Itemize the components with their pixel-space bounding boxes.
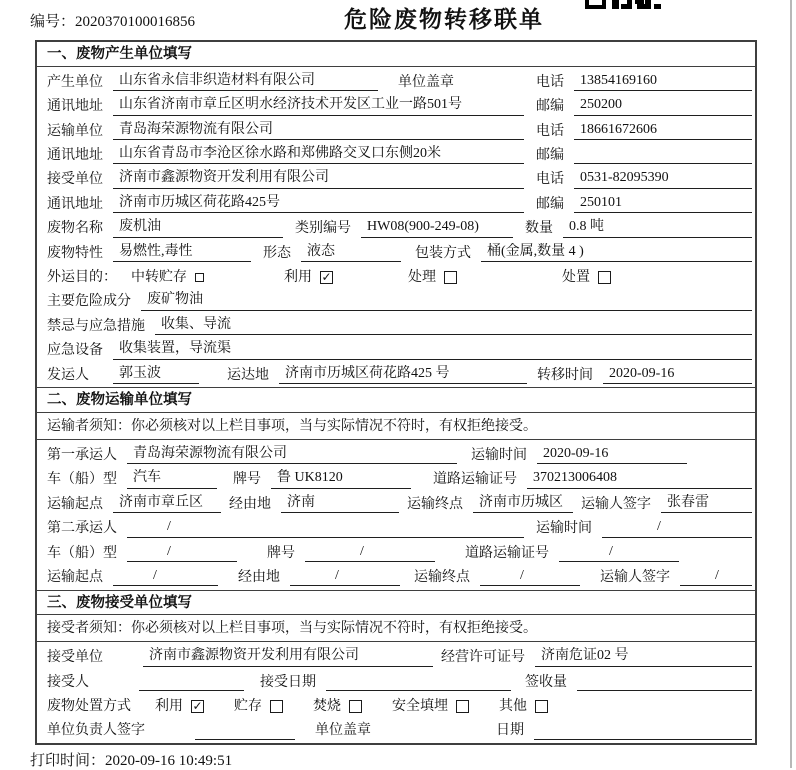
disposal-other-checkbox: [499, 698, 548, 716]
utilize-checkbox: [284, 269, 333, 287]
receiver-unit-label: 接受单位: [47, 172, 103, 188]
transport-date-label-1: 运输时间: [471, 447, 527, 463]
transit-storage-checkbox-label: 中转贮存: [131, 270, 187, 285]
transporter-phone-value: 18661672606: [574, 121, 752, 141]
producer-unit-value: 山东省永信非织造材料有限公司: [113, 72, 378, 92]
utilize-checkbox-box: ✓: [321, 270, 332, 285]
vehicle-row-1: [47, 466, 752, 490]
producer-address-row: [47, 93, 752, 117]
disposal-method-label: 废物处置方式: [47, 699, 131, 715]
hazard-component-row: [47, 289, 752, 313]
producer-unit-label: 产生单位: [47, 74, 103, 90]
emergency-measures-row: [47, 313, 752, 337]
disposal-utilize-checkbox-label: 利用: [155, 699, 183, 715]
destination-label: 运达地: [227, 367, 269, 383]
route-end-value-2: /: [480, 567, 580, 587]
transit-storage-checkbox: [131, 269, 204, 287]
route-via-value-2: /: [290, 567, 400, 587]
route-start-value-2: /: [113, 567, 218, 587]
producer-postcode-label: 邮编: [536, 99, 564, 115]
quantity-value: 0.8 吨: [563, 218, 752, 238]
transfer-purpose-row: [47, 264, 752, 288]
second-carrier-row: [47, 515, 752, 539]
first-carrier-label: 第一承运人: [47, 447, 117, 463]
section-title-2: 二、废物运输单位填写: [37, 387, 755, 413]
plate-label-2: 牌号: [267, 545, 295, 561]
road-permit-label-1: 道路运输证号: [433, 472, 517, 488]
receiver-phone-value: 0531-82095390: [574, 169, 752, 189]
vehicle-type-value-2: /: [127, 543, 237, 563]
first-carrier-value: 青岛海荣源物流有限公司: [127, 445, 457, 465]
waste-name-value: 废机油: [113, 218, 283, 238]
route-end-label-1: 运输终点: [407, 496, 463, 512]
print-time-label: 打印时间：: [30, 753, 106, 769]
transporter-postcode-label: 邮编: [536, 147, 564, 163]
page-edge-line: [790, 0, 792, 768]
disposal-landfill-checkbox: [392, 698, 469, 716]
carrier-sign-value-1: 张春雷: [661, 494, 752, 514]
producer-postcode-value: 250200: [574, 96, 752, 116]
route-row-1: [47, 491, 752, 515]
responsible-sign-label: 单位负责人签字: [47, 723, 145, 739]
unit-seal-label-2: 单位盖章: [315, 723, 371, 739]
license-value: 济南危证02 号: [535, 647, 752, 667]
emergency-equipment-value: 收集装置，导流渠: [113, 340, 752, 360]
transporter-address-row: [47, 142, 752, 166]
road-permit-value-2: /: [559, 543, 679, 563]
transit-storage-checkbox-box: [195, 273, 204, 282]
transporter-postcode-value: [574, 148, 752, 164]
dispose-checkbox-box: [598, 271, 611, 284]
receiver-unit-row: [47, 166, 752, 190]
vehicle-type-label-1: 车（船）型: [47, 472, 117, 488]
category-code-value: HW08(900-249-08): [361, 218, 513, 238]
received-amount-label: 签收量: [525, 674, 567, 690]
route-via-label-2: 经由地: [238, 569, 280, 585]
dispatch-row: [47, 362, 752, 386]
section-rows-1: [37, 67, 755, 387]
hazard-component-label: 主要危险成分: [47, 294, 131, 310]
disposal-incinerate-checkbox-label: 焚烧: [313, 699, 341, 715]
form-state-label: 形态: [263, 245, 291, 261]
qr-code-fragment: [585, 0, 665, 9]
received-amount-value: [577, 675, 752, 691]
vehicle-row-2: [47, 540, 752, 564]
disposal-incinerate-checkbox-box: [349, 700, 362, 713]
license-label: 经营许可证号: [441, 650, 525, 666]
emergency-measures-label: 禁忌与应急措施: [47, 318, 145, 334]
disposal-storage-checkbox: [234, 698, 283, 716]
producer-address-value: 山东省济南市章丘区明水经济技术开发区工业一路501号: [113, 96, 524, 116]
transport-date-label-2: 运输时间: [536, 521, 592, 537]
waste-name-row: [47, 215, 752, 239]
transport-date-value-1: 2020-09-16: [537, 445, 687, 465]
carrier-sign-label-1: 运输人签字: [581, 496, 651, 512]
receiver-address-label: 通讯地址: [47, 196, 103, 212]
sign-date-label: 日期: [496, 723, 524, 739]
treat-checkbox: [408, 269, 457, 287]
receiver-address-value: 济南市历城区荷花路425号: [113, 194, 524, 214]
first-carrier-row: [47, 442, 752, 466]
disposal-landfill-checkbox-label: 安全填埋: [392, 699, 448, 715]
road-permit-value-1: 370213006408: [527, 469, 752, 489]
transfer-date-label: 转移时间: [537, 367, 593, 383]
transporter-unit-label: 运输单位: [47, 123, 103, 139]
receive-unit-label: 接受单位: [47, 650, 103, 666]
dispatcher-value: 郭玉波: [113, 365, 199, 385]
disposal-landfill-checkbox-box: [456, 700, 469, 713]
producer-phone-label: 电话: [536, 74, 564, 90]
hazard-component-value: 废矿物油: [141, 291, 752, 311]
section-title-3: 三、废物接受单位填写: [37, 590, 755, 616]
route-via-label-1: 经由地: [229, 496, 271, 512]
signature-row: [47, 718, 752, 742]
receive-unit-row: [47, 644, 752, 668]
transporter-unit-value: 青岛海荣源物流有限公司: [113, 121, 524, 141]
disposal-utilize-checkbox-box: ✓: [192, 699, 203, 714]
section-title-1: 一、废物产生单位填写: [37, 42, 755, 67]
packing-value: 桶(金属,数量 4 ): [481, 243, 752, 263]
disposal-utilize-checkbox: [155, 698, 204, 716]
page-title: 危险废物转移联单: [344, 7, 544, 32]
emergency-measures-value: 收集、导流: [155, 316, 752, 336]
waste-property-value: 易燃性,毒性: [113, 243, 251, 263]
carrier-sign-value-2: /: [680, 567, 752, 587]
dispatcher-label: 发运人: [47, 367, 89, 383]
treat-checkbox-label: 处理: [408, 270, 436, 285]
route-start-label-1: 运输起点: [47, 496, 103, 512]
disposal-storage-checkbox-box: [270, 700, 283, 713]
transporter-unit-row: [47, 118, 752, 142]
disposal-storage-checkbox-label: 贮存: [234, 699, 262, 715]
emergency-equipment-row: [47, 337, 752, 361]
receiver-unit-value: 济南市鑫源物资开发利用有限公司: [113, 169, 524, 189]
unit-seal-label: 单位盖章: [398, 74, 454, 90]
section-note-2: 运输者须知：你必须核对以上栏目事项，当与实际情况不符时，有权拒绝接受。: [37, 413, 755, 440]
producer-unit-row: [47, 69, 752, 93]
route-start-value-1: 济南市章丘区: [113, 494, 221, 514]
plate-value-1: 鲁 UK8120: [271, 469, 411, 489]
emergency-equipment-label: 应急设备: [47, 343, 103, 359]
quantity-label: 数量: [525, 221, 553, 237]
disposal-incinerate-checkbox: [313, 698, 362, 716]
receive-person-label: 接受人: [47, 674, 89, 690]
plate-label-1: 牌号: [233, 472, 261, 488]
road-permit-label-2: 道路运输证号: [465, 545, 549, 561]
receive-person-value: [139, 675, 244, 691]
second-carrier-value: /: [127, 518, 524, 538]
section-note-3: 接受者须知：你必须核对以上栏目事项，当与实际情况不符时，有权拒绝接受。: [37, 615, 755, 642]
transfer-date-value: 2020-09-16: [603, 365, 752, 385]
disposal-method-row: [47, 693, 752, 717]
destination-value: 济南市历城区荷花路425 号: [279, 365, 527, 385]
plate-value-2: /: [305, 543, 435, 563]
packing-label: 包装方式: [415, 245, 471, 261]
category-code-label: 类别编号: [295, 221, 351, 237]
transporter-address-label: 通讯地址: [47, 147, 103, 163]
route-row-2: [47, 564, 752, 588]
route-end-value-1: 济南市历城区: [473, 494, 573, 514]
section-rows-3: [37, 642, 755, 743]
disposal-other-checkbox-box: [535, 700, 548, 713]
utilize-checkbox-label: 利用: [284, 270, 312, 285]
treat-checkbox-box: [444, 271, 457, 284]
transfer-purpose-label: 外运目的：: [47, 270, 117, 285]
dispose-checkbox-label: 处置: [562, 270, 590, 285]
route-start-label-2: 运输起点: [47, 569, 103, 585]
disposal-other-checkbox-label: 其他: [499, 699, 527, 715]
carrier-sign-label-2: 运输人签字: [600, 569, 670, 585]
form-state-value: 液态: [301, 243, 401, 263]
receiver-postcode-value: 250101: [574, 194, 752, 214]
serial-value: 2020370100016856: [75, 14, 196, 30]
receive-unit-value: 济南市鑫源物资开发利用有限公司: [143, 647, 433, 667]
receiver-phone-label: 电话: [536, 172, 564, 188]
receive-person-row: [47, 669, 752, 693]
transport-date-value-2: /: [602, 518, 752, 538]
section-rows-2: [37, 440, 755, 589]
responsible-sign-value: [195, 724, 295, 740]
receiver-postcode-label: 邮编: [536, 196, 564, 212]
sign-date-value: [534, 724, 752, 740]
dispose-checkbox: [562, 269, 611, 287]
serial-label: 编号：: [30, 14, 76, 30]
print-time-value: 2020-09-16 10:49:51: [105, 753, 233, 769]
vehicle-type-value-1: 汽车: [127, 469, 217, 489]
second-carrier-label: 第二承运人: [47, 521, 117, 537]
transporter-phone-label: 电话: [536, 123, 564, 139]
form-table: [35, 40, 757, 745]
producer-phone-value: 13854169160: [574, 72, 752, 92]
receiver-address-row: [47, 191, 752, 215]
receive-date-value: [326, 675, 511, 691]
route-end-label-2: 运输终点: [414, 569, 470, 585]
print-time: [30, 749, 232, 770]
receive-date-label: 接受日期: [260, 674, 316, 690]
vehicle-type-label-2: 车（船）型: [47, 545, 117, 561]
waste-property-label: 废物特性: [47, 245, 103, 261]
producer-address-label: 通讯地址: [47, 99, 103, 115]
waste-property-row: [47, 240, 752, 264]
waste-name-label: 废物名称: [47, 221, 103, 237]
route-via-value-1: 济南: [281, 494, 399, 514]
transporter-address-value: 山东省青岛市李沧区徐水路和郑佛路交叉口东侧20米: [113, 145, 524, 165]
